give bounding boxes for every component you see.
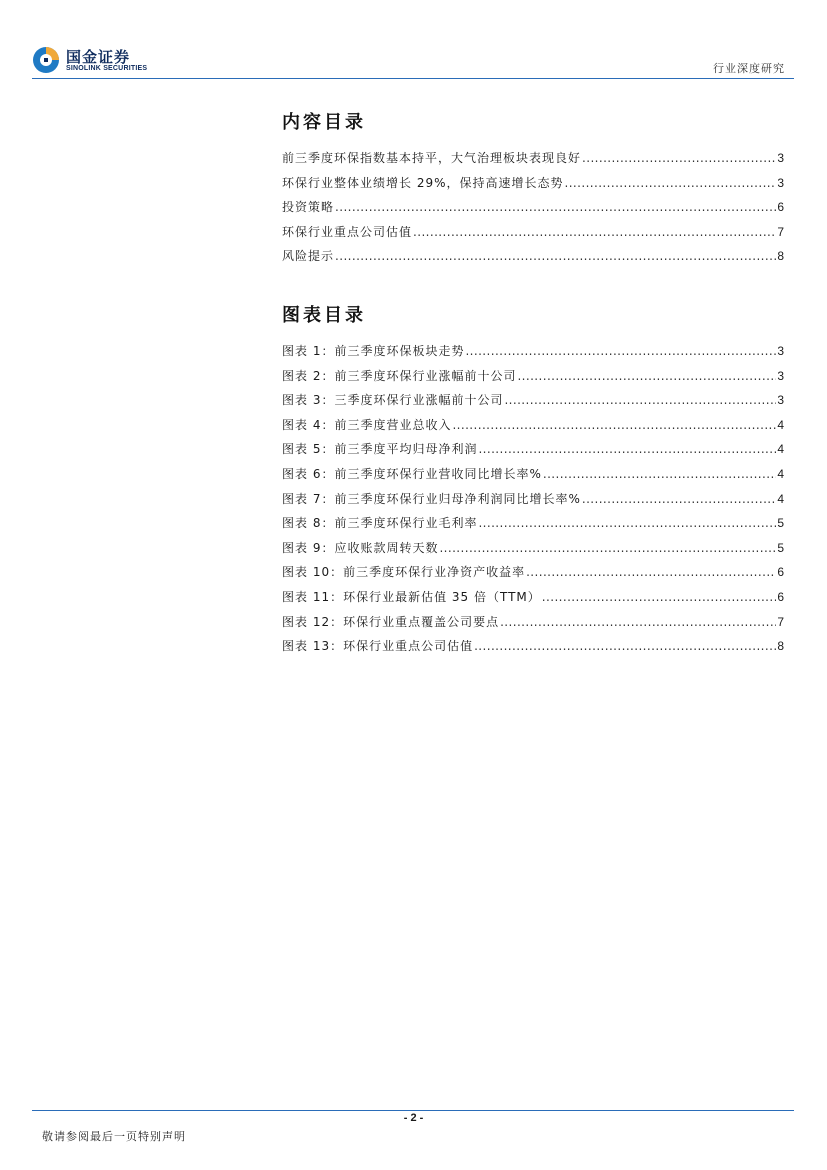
toc-entry-page[interactable]: 6 bbox=[777, 565, 784, 580]
toc-entry-title[interactable]: 图表 11：环保行业最新估值 35 倍（TTM） bbox=[282, 589, 541, 604]
toc-entry-page[interactable]: 4 bbox=[777, 491, 784, 506]
toc-entry[interactable] bbox=[282, 634, 784, 659]
dot-leader bbox=[335, 244, 776, 269]
toc-entry-page[interactable]: 3 bbox=[777, 344, 784, 358]
toc-entry-page[interactable]: 4 bbox=[777, 442, 784, 457]
dot-leader bbox=[452, 413, 776, 438]
dot-leader bbox=[565, 171, 777, 196]
dot-leader bbox=[542, 585, 777, 610]
toc-entry-title[interactable]: 图表 3：三季度环保行业涨幅前十公司 bbox=[282, 393, 504, 408]
toc-entry[interactable] bbox=[282, 195, 784, 220]
toc-entry-title[interactable]: 环保行业整体业绩增长 29%，保持高速增长态势 bbox=[282, 175, 564, 190]
dot-leader bbox=[526, 560, 776, 585]
toc-entry-page[interactable]: 8 bbox=[777, 639, 784, 654]
toc-entry[interactable] bbox=[282, 220, 784, 245]
toc-entry[interactable] bbox=[282, 364, 784, 389]
toc-entry-title[interactable]: 图表 9：应收账款周转天数 bbox=[282, 540, 439, 555]
toc-entry[interactable] bbox=[282, 536, 784, 561]
header-divider bbox=[32, 78, 794, 79]
dot-leader bbox=[517, 364, 776, 389]
dot-leader bbox=[543, 462, 776, 487]
toc-entry-page[interactable]: 8 bbox=[777, 249, 784, 264]
page-header bbox=[0, 0, 827, 80]
toc-entry[interactable] bbox=[282, 171, 784, 196]
figures-section bbox=[282, 301, 784, 659]
toc-entry[interactable] bbox=[282, 487, 784, 512]
toc-entry-title[interactable]: 图表 6：前三季度环保行业营收同比增长率% bbox=[282, 466, 542, 481]
dot-leader bbox=[413, 220, 776, 245]
toc-entry[interactable] bbox=[282, 585, 784, 610]
toc-entry-page[interactable]: 3 bbox=[777, 151, 784, 165]
toc-entry[interactable] bbox=[282, 462, 784, 487]
toc-entry-page[interactable]: 7 bbox=[777, 224, 784, 239]
toc-entry[interactable] bbox=[282, 146, 784, 171]
dot-leader bbox=[504, 388, 776, 413]
sinolink-logo-icon bbox=[32, 46, 60, 74]
toc-entry[interactable] bbox=[282, 413, 784, 438]
dot-leader bbox=[439, 536, 776, 561]
toc-entry[interactable] bbox=[282, 560, 784, 585]
toc-entry-page[interactable]: 3 bbox=[777, 368, 784, 383]
toc-entry-page[interactable]: 4 bbox=[777, 466, 784, 481]
toc-entry-page[interactable]: 5 bbox=[777, 540, 784, 555]
dot-leader bbox=[335, 195, 776, 220]
toc-entry-title[interactable]: 图表 13：环保行业重点公司估值 bbox=[282, 639, 474, 654]
toc-entry-title[interactable]: 前三季度环保指数基本持平，大气治理板块表现良好 bbox=[282, 151, 582, 165]
dot-leader bbox=[478, 437, 776, 462]
dot-leader bbox=[500, 610, 776, 635]
report-type-label: 行业深度研究 bbox=[713, 62, 785, 75]
toc-entry-title[interactable]: 风险提示 bbox=[282, 249, 335, 264]
disclaimer-note[interactable]: 敬请参阅最后一页特别声明 bbox=[42, 1130, 186, 1143]
toc-entry[interactable] bbox=[282, 388, 784, 413]
dot-leader bbox=[474, 634, 776, 659]
toc-entry-title[interactable]: 图表 2：前三季度环保行业涨幅前十公司 bbox=[282, 368, 517, 383]
dot-leader bbox=[582, 487, 776, 512]
logo-english-name: SINOLINK SECURITIES bbox=[66, 65, 148, 72]
toc-entry-title[interactable]: 图表 5：前三季度平均归母净利润 bbox=[282, 442, 478, 457]
toc-entry-title[interactable]: 图表 8：前三季度环保行业毛利率 bbox=[282, 516, 478, 531]
footer-divider bbox=[32, 1110, 794, 1111]
toc-entry[interactable] bbox=[282, 437, 784, 462]
logo-chinese-name: 国金证券 bbox=[66, 48, 131, 66]
toc-entry-title[interactable]: 图表 12：环保行业重点覆盖公司要点 bbox=[282, 614, 500, 629]
toc-entry-page[interactable]: 5 bbox=[777, 516, 784, 531]
sinolink-logo bbox=[32, 46, 172, 78]
toc-entry-page[interactable]: 6 bbox=[777, 200, 784, 215]
dot-leader bbox=[582, 146, 776, 171]
toc-entry-title[interactable]: 图表 7：前三季度环保行业归母净利润同比增长率% bbox=[282, 491, 581, 506]
toc-entry-page[interactable]: 6 bbox=[777, 589, 784, 604]
page-number: - 2 - bbox=[403, 1112, 424, 1124]
toc-entry-page[interactable]: 3 bbox=[777, 175, 784, 190]
toc-entry-title[interactable]: 图表 4：前三季度营业总收入 bbox=[282, 417, 452, 432]
contents-list bbox=[282, 146, 784, 269]
toc-entry-title[interactable]: 图表 1：前三季度环保板块走势 bbox=[282, 344, 465, 358]
toc-entry-page[interactable]: 3 bbox=[777, 393, 784, 408]
dot-leader bbox=[465, 339, 776, 364]
toc-entry[interactable] bbox=[282, 339, 784, 364]
contents-section bbox=[282, 108, 784, 269]
toc-entry-title[interactable]: 投资策略 bbox=[282, 200, 335, 215]
contents-title: 内容目录 bbox=[282, 112, 366, 133]
toc-entry-title[interactable]: 图表 10：前三季度环保行业净资产收益率 bbox=[282, 565, 526, 580]
figures-list bbox=[282, 339, 784, 659]
toc-entry[interactable] bbox=[282, 610, 784, 635]
toc-entry-title[interactable]: 环保行业重点公司估值 bbox=[282, 224, 413, 239]
toc-entry[interactable] bbox=[282, 244, 784, 269]
toc-entry-page[interactable]: 7 bbox=[777, 614, 784, 629]
toc-entry[interactable] bbox=[282, 511, 784, 536]
figures-title: 图表目录 bbox=[282, 305, 366, 326]
dot-leader bbox=[478, 511, 776, 536]
toc-entry-page[interactable]: 4 bbox=[777, 417, 784, 432]
